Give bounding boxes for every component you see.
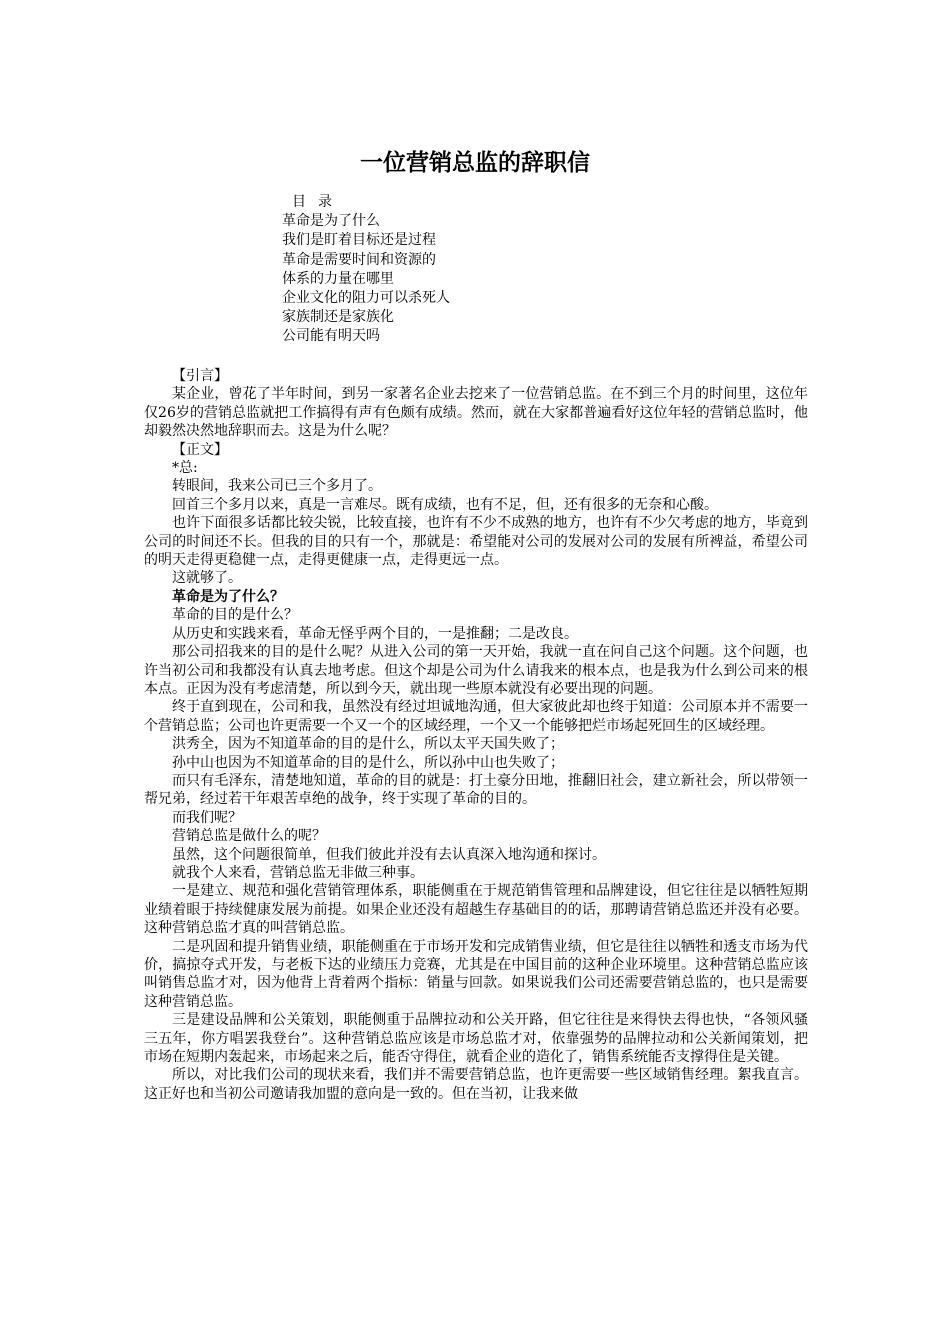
paragraph: 那公司招我来的目的是什么呢？从进入公司的第一天开始，我就一直在问自己这个问题。这个问题，也许当初公司和我都没有认真去地考虑。但这个却是公司为什么请我来的根本点，也是我为什么到公司来的根本点。正因为没有考虑清楚，所以到今天，就出现一些原本就没有必要出现的问题。 [144,644,808,697]
paragraph: 一是建立、规范和强化营销管理体系，职能侧重在于规范销售管理和品牌建设，但它往往是以牺牲短期业绩着眼于持续健康发展为前提。如果企业还没有超越生存基础目的的话，那聘请营销总监还并没有必要。这种营销总监才真的叫营销总监。 [144,883,808,937]
section-heading: 革命是为了什么？ [172,588,284,605]
paragraph: 就我个人来看，营销总监无非做三种事。 [172,864,424,881]
paragraph: 虽然，这个问题很简单，但我们彼此并没有去认真深入地沟通和探讨。 [172,846,606,863]
paragraph: 革命的目的是什么？ [172,607,298,624]
paragraph: 回首三个多月以来，真是一言难尽。既有成绩，也有不足，但，还有很多的无奈和心酸。 [172,496,718,513]
section-label-intro: 【引言】 [172,368,228,384]
paragraph: 三是建设品牌和公关策划，职能侧重于品牌拉动和公关开路，但它往往是来得快去得也快，“各领风骚三五年，你方唱罢我登台”。这种营销总监应该是市场总监才对，依靠强势的品牌拉动和公关新闻策划，把市场在短期内轰起来，市场起来之后，能否守得住，就看企业的造化了，销售系统能否支撑得住是关键。 [144,1012,808,1066]
toc-item[interactable]: 体系的力量在哪里 [282,270,394,287]
paragraph: 而只有毛泽东，清楚地知道，革命的目的就是：打土豪分田地，推翻旧社会，建立新社会，所以带领一帮兄弟，经过若干年艰苦卓绝的战争，终于实现了革命的目的。 [144,772,808,808]
salutation: *总: [172,460,198,477]
paragraph: 二是巩固和提升销售业绩，职能侧重在于市场开发和完成销售业绩，但它是往往以牺牲和透支市场为代价，搞掠夺式开发，与老板下达的业绩压力竞赛，尤其是在中国目前的这种企业环境里。这种营销总监应该叫销售总监才对，因为他背上背着两个指标：销量与回款。如果说我们公司还需要营销总监的，也只是需要这种营销总监。 [144,938,808,1010]
document-body [144,367,808,1103]
paragraph: 孙中山也因为不知道革命的目的是什么，所以孙中山也失败了； [172,754,564,771]
paragraph: 而我们呢？ [172,809,242,826]
paragraph: 这就够了。 [172,570,242,587]
paragraph: 洪秀全，因为不知道革命的目的是什么，所以太平天国失败了； [172,736,564,753]
paragraph: 也许下面很多话都比较尖锐，比较直接，也许有不少不成熟的地方，也许有不少欠考虑的地方，毕竟到公司的时间还不长。但我的目的只有一个，那就是：希望能对公司的发展对公司的发展有所裨益，希望公司的明天走得更稳健一点，走得更健康一点，走得更远一点。 [144,515,808,569]
toc-item[interactable]: 企业文化的阻力可以杀死人 [282,289,450,306]
paragraph: 从历史和实践来看，革命无怪乎两个目的，一是推翻；二是改良。 [172,625,578,642]
paragraph: 营销总监是做什么的呢？ [172,828,326,845]
toc-heading: 目录 [292,194,344,210]
toc-item[interactable]: 革命是为了什么 [282,213,380,230]
document-title: 一位营销总监的辞职信 [360,150,590,176]
table-of-contents [282,193,682,347]
toc-item[interactable]: 公司能有明天吗 [282,328,380,345]
paragraph: 所以，对比我们公司的现状来看，我们并不需要营销总监，也许更需要一些区域销售经理。絮我直言。这正好也和当初公司邀请我加盟的意向是一致的。但在当初，让我来做 [144,1067,808,1102]
paragraph: 转眼间，我来公司已三个多月了。 [172,478,382,495]
paragraph: 终于直到现在，公司和我，虽然没有经过坦诚地沟通，但大家彼此却也终于知道：公司原本并不需要一个营销总监；公司也许更需要一个又一个的区域经理，一个又一个能够把烂市场起死回生的区域经理。 [144,699,808,734]
section-label-main: 【正文】 [172,441,228,458]
toc-item[interactable]: 我们是盯着目标还是过程 [282,232,436,249]
toc-item[interactable]: 家族制还是家族化 [282,309,394,326]
paragraph: 某企业，曾花了半年时间，到另一家著名企业去挖来了一位营销总监。在不到三个月的时间里，这位年仅26岁的营销总监就把工作搞得有声有色颇有成绩。然而，就在大家都普遍看好这位年轻的营销总监时，他却毅然决然地辞职而去。这是为什么呢？ [144,386,808,440]
toc-item[interactable]: 革命是需要时间和资源的 [282,251,436,268]
